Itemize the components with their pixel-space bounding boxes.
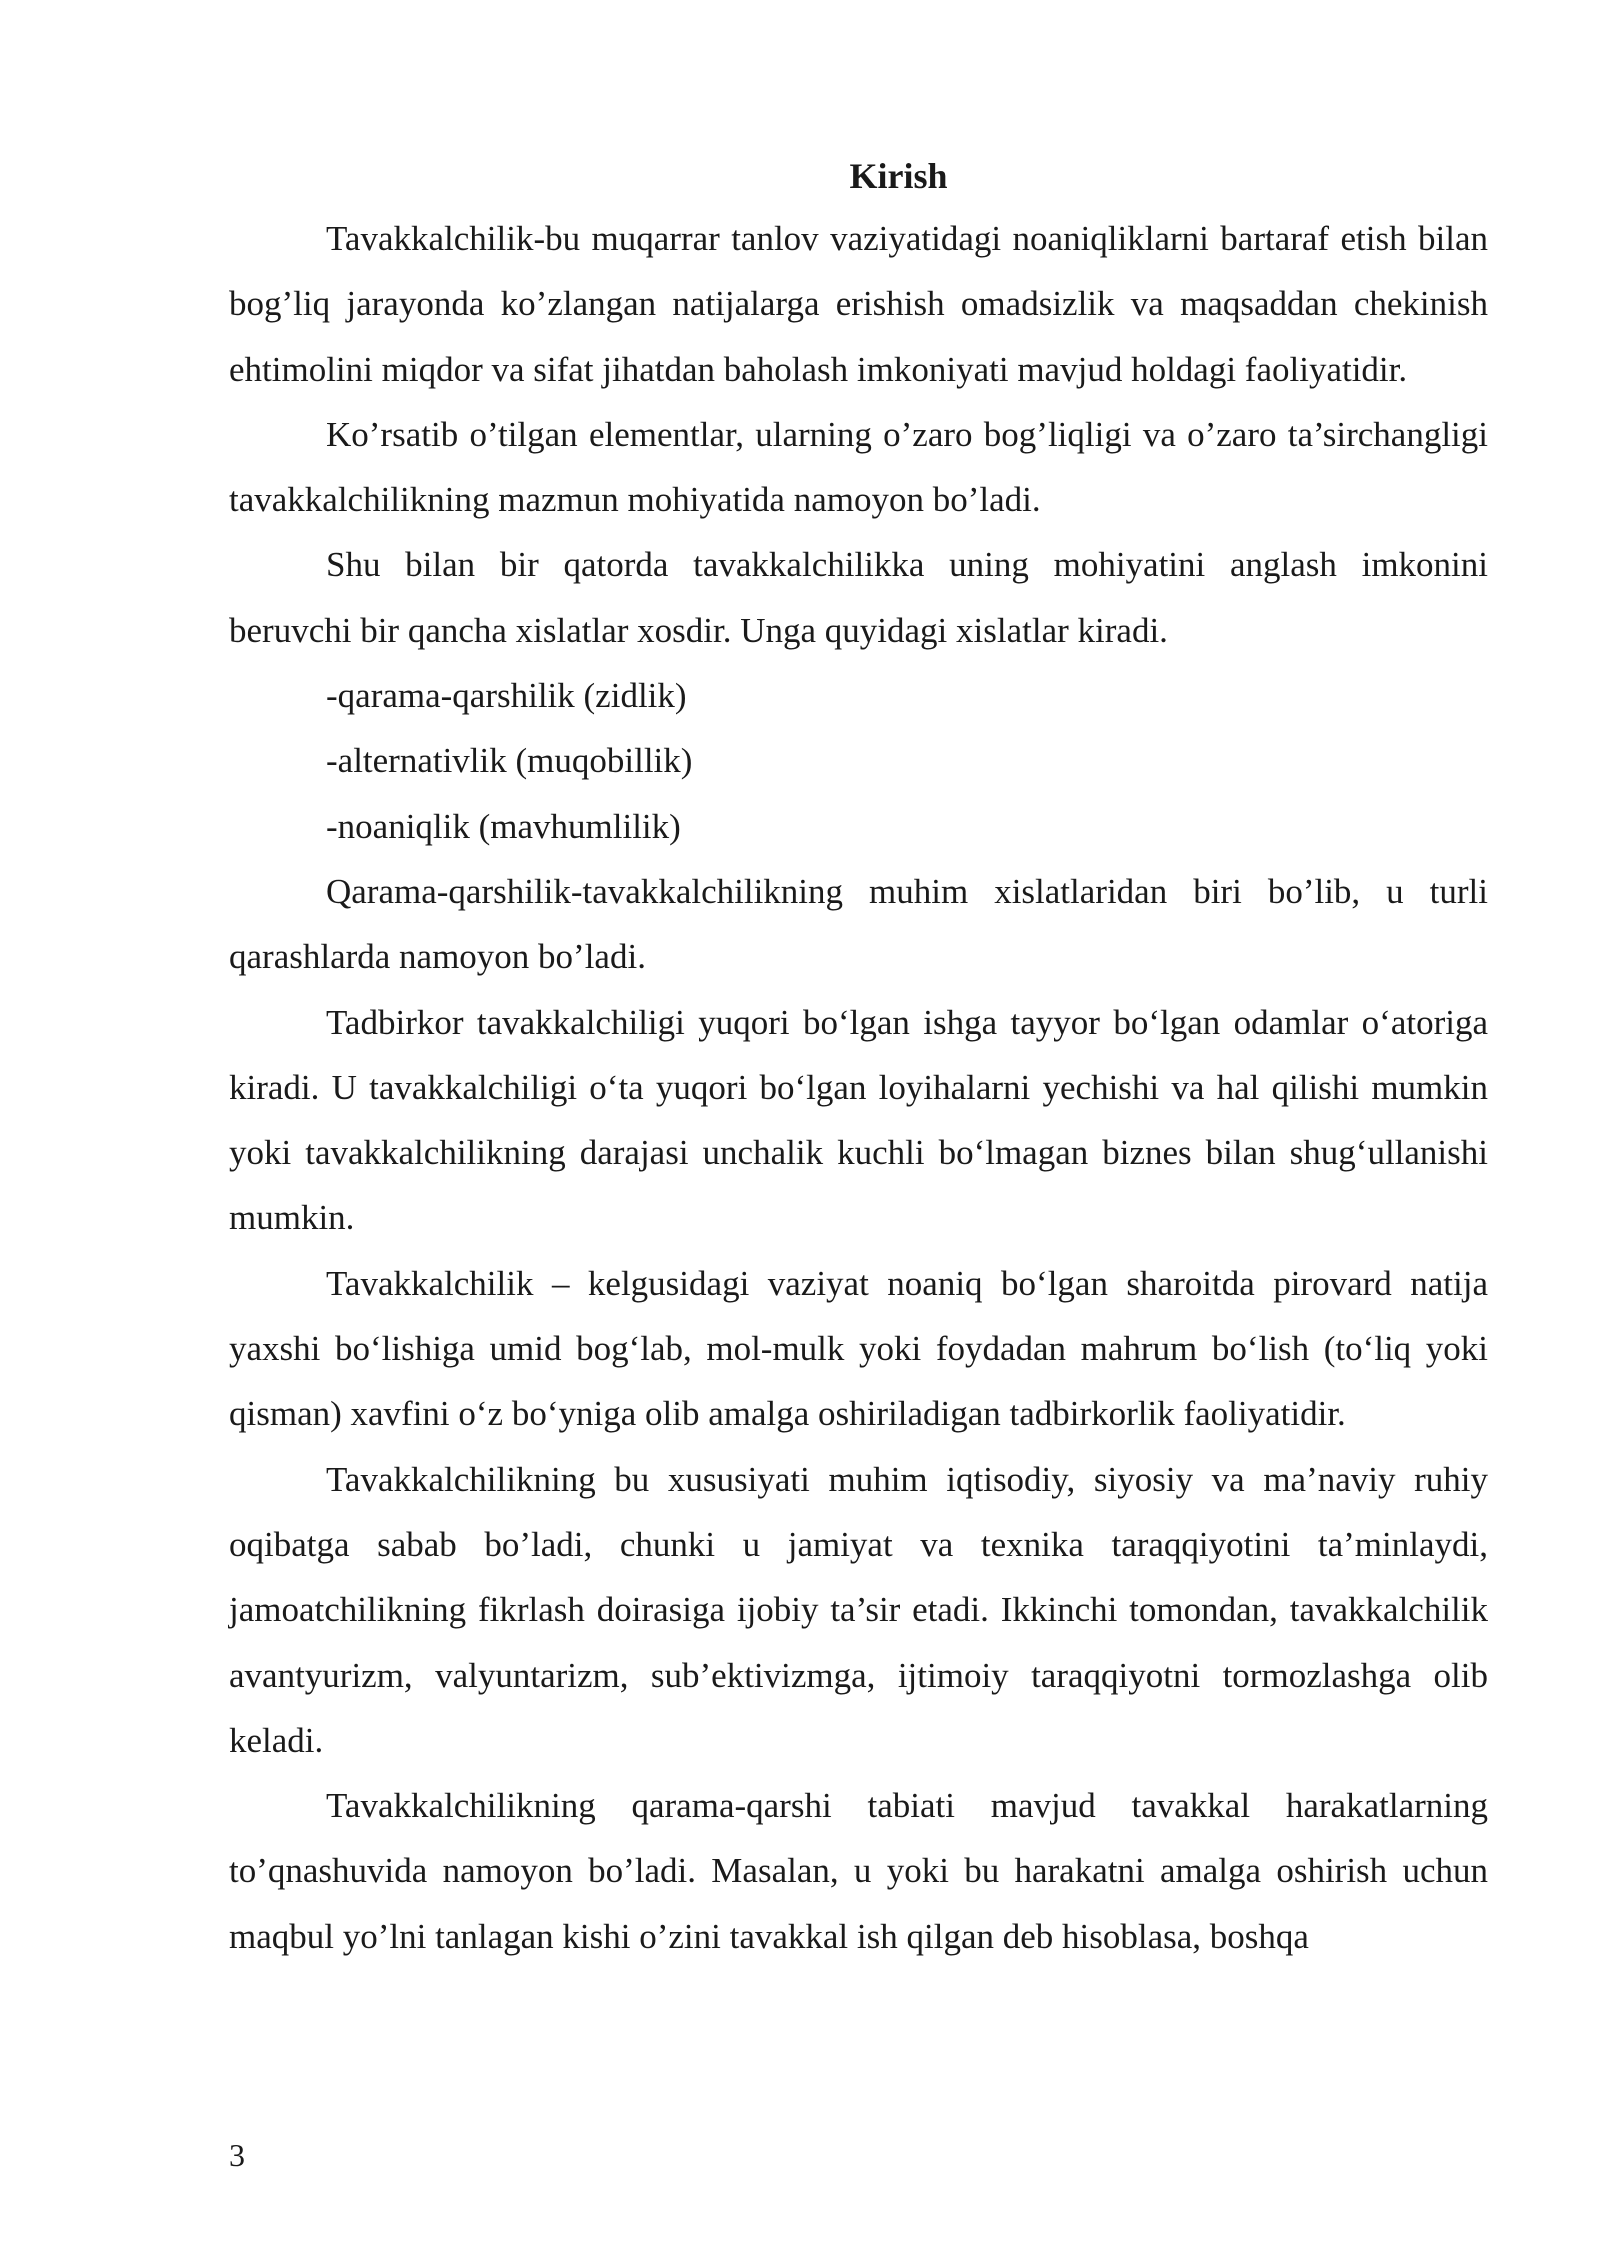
document-body (229, 146, 1488, 1969)
list-item: -noaniqlik (mavhumlilik) (326, 806, 681, 846)
page-title: Kirish (849, 156, 948, 196)
paragraph: Qarama-qarshilik-tavakkalchilikning muhim xislatlaridan biri bo’lib, u turli qarashlarda namoyon bo’ladi. (229, 871, 1488, 977)
page-number: 3 (229, 2137, 245, 2173)
paragraph: Shu bilan bir qatorda tavakkalchilikka uning mohiyatini anglash imkonini beruvchi bir qancha xislatlar xosdir. Unga quyidagi xislatlar kiradi. (229, 545, 1488, 650)
paragraph: Ko’rsatib o’tilgan elementlar, ularning o’zaro bog’liqligi va o’zaro ta’sirchangligi tavakkalchilikning mazmun mohiyatida namoyon bo’ladi. (229, 414, 1488, 520)
paragraph: Tavakkalchilikning qarama-qarshi tabiati mavjud tavakkal harakatlarning to’qnashuvida namoyon bo’ladi. Masalan, u yoki bu harakatni amalga oshirish uchun maqbul yo’lni tanlagan kishi o’zini tavakkal ish qilgan deb hisoblasa, boshqa (229, 1786, 1488, 1956)
paragraph: Tavakkalchilikning bu xususiyati muhim iqtisodiy, siyosiy va ma’naviy ruhiy oqibatga sabab bo’ladi, chunki u jamiyat va texnika taraqqiyotini ta’minlaydi, jamoatchilikning fikrlash doirasiga ijobiy ta’sir etadi. Ikkinchi tomondan, tavakkalchilik avantyurizm, valyuntarizm, sub’ektivizmga, ijtimoiy taraqqiyotni tormozlashga olib keladi. (229, 1459, 1488, 1760)
paragraph: Tadbirkor tavakkalchiligi yuqori bo‘lgan ishga tayyor bo‘lgan odamlar o‘atoriga kiradi. U tavakkalchiligi o‘ta yuqori bo‘lgan loyihalarni yechishi va hal qilishi mumkin yoki tavakkalchilikning darajasi unchalik kuchli bo‘lmagan biznes bilan shug‘ullanishi mumkin. (229, 1002, 1488, 1238)
list-item: -qarama-qarshilik (zidlik) (326, 676, 687, 716)
list-item: -alternativlik (muqobillik) (326, 741, 693, 781)
paragraph: Tavakkalchilik-bu muqarrar tanlov vaziyatidagi noaniqliklarni bartaraf etish bilan bog’liq jarayonda ko’zlangan natijalarga erishish omadsizlik va maqsaddan chekinish ehtimolini miqdor va sifat jihatdan baholash imkoniyati mavjud holdagi faoliyatidir. (229, 219, 1488, 389)
paragraph: Tavakkalchilik – kelgusidagi vaziyat noaniq bo‘lgan sharoitda pirovard natija yaxshi bo‘lishiga umid bog‘lab, mol-mulk yoki foydadan mahrum bo‘lish (to‘liq yoki qisman) xavfini o‘z bo‘yniga olib amalga oshiriladigan tadbirkorlik faoliyatidir. (229, 1263, 1488, 1434)
